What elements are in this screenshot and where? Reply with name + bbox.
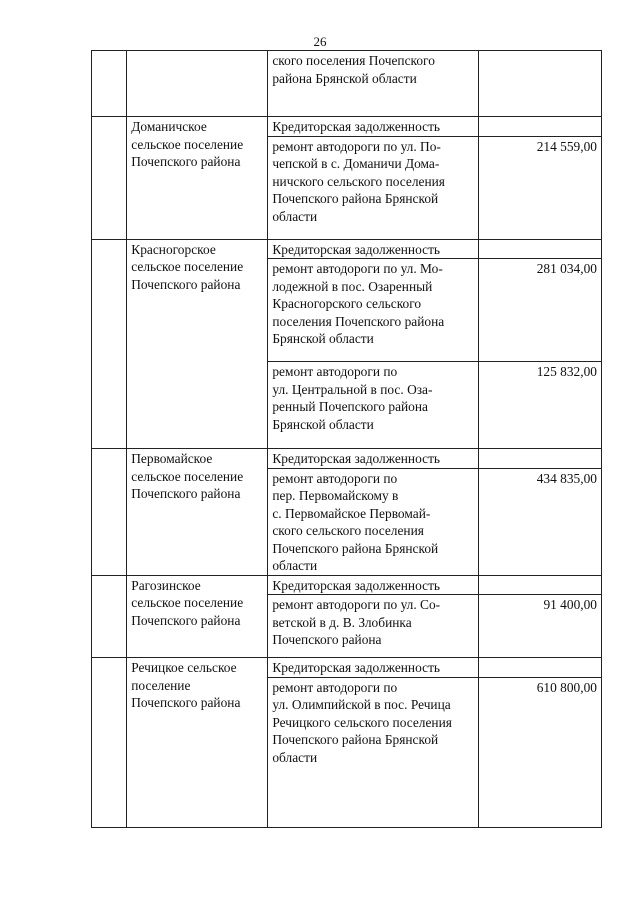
index-cell xyxy=(92,239,127,449)
table-row xyxy=(92,239,602,259)
settlement-name: Рагозинское сельское поселение Почепского района xyxy=(127,575,268,658)
category-label: Кредиторская задолженность xyxy=(268,658,479,678)
table-row xyxy=(92,575,602,595)
table-row xyxy=(92,117,602,137)
amount-cell xyxy=(479,51,602,117)
settlement-name: Красногорское сельское поселение Почепского района xyxy=(127,239,268,449)
amount-value: 125 832,00 xyxy=(479,362,602,449)
table-row xyxy=(92,449,602,469)
amount-value: 281 034,00 xyxy=(479,259,602,362)
settlement-name: Первомайское сельское поселение Почепского района xyxy=(127,449,268,576)
settlement-cell xyxy=(127,51,268,117)
category-label: Кредиторская задолженность xyxy=(268,449,479,469)
settlement-name: Доманичское сельское поселение Почепского района xyxy=(127,117,268,240)
amount-value: 214 559,00 xyxy=(479,136,602,239)
table-row xyxy=(92,51,602,117)
index-cell xyxy=(92,117,127,240)
amount-cell xyxy=(479,117,602,137)
category-label: Кредиторская задолженность xyxy=(268,239,479,259)
amount-value: 610 800,00 xyxy=(479,677,602,827)
amount-value: 434 835,00 xyxy=(479,468,602,575)
amount-cell xyxy=(479,449,602,469)
work-description: ремонт автодороги по ул. Мо- лодежной в пос. Озаренный Красногорского сельского поселения Почепского района Брянской области xyxy=(268,259,479,362)
amount-cell xyxy=(479,575,602,595)
category-label: Кредиторская задолженность xyxy=(268,117,479,137)
amount-cell xyxy=(479,239,602,259)
table-row xyxy=(92,658,602,678)
work-description: ремонт автодороги по ул. Со- ветской в д. В. Злобинка Почепского района xyxy=(268,595,479,658)
work-description: ремонт автодороги по пер. Первомайскому в с. Первомайское Первомай- ского сельского поселения Почепского района Брянской области xyxy=(268,468,479,575)
page-number: 26 xyxy=(313,34,327,49)
amount-value: 91 400,00 xyxy=(479,595,602,658)
debt-table xyxy=(91,50,602,828)
work-description: ремонт автодороги по ул. По- чепской в с. Доманичи Дома- ничского сельского поселения Почепского района Брянской области xyxy=(268,136,479,239)
description-cell: ского поселения Почепского района Брянской области xyxy=(268,51,479,117)
index-cell xyxy=(92,575,127,658)
index-cell xyxy=(92,51,127,117)
amount-cell xyxy=(479,658,602,678)
settlement-name: Речицкое сельское поселение Почепского района xyxy=(127,658,268,828)
index-cell xyxy=(92,658,127,828)
work-description: ремонт автодороги по ул. Олимпийской в пос. Речица Речицкого сельского поселения Почепского района Брянской области xyxy=(268,677,479,827)
category-label: Кредиторская задолженность xyxy=(268,575,479,595)
index-cell xyxy=(92,449,127,576)
work-description: ремонт автодороги по ул. Центральной в пос. Оза- ренный Почепского района Брянской области xyxy=(268,362,479,449)
